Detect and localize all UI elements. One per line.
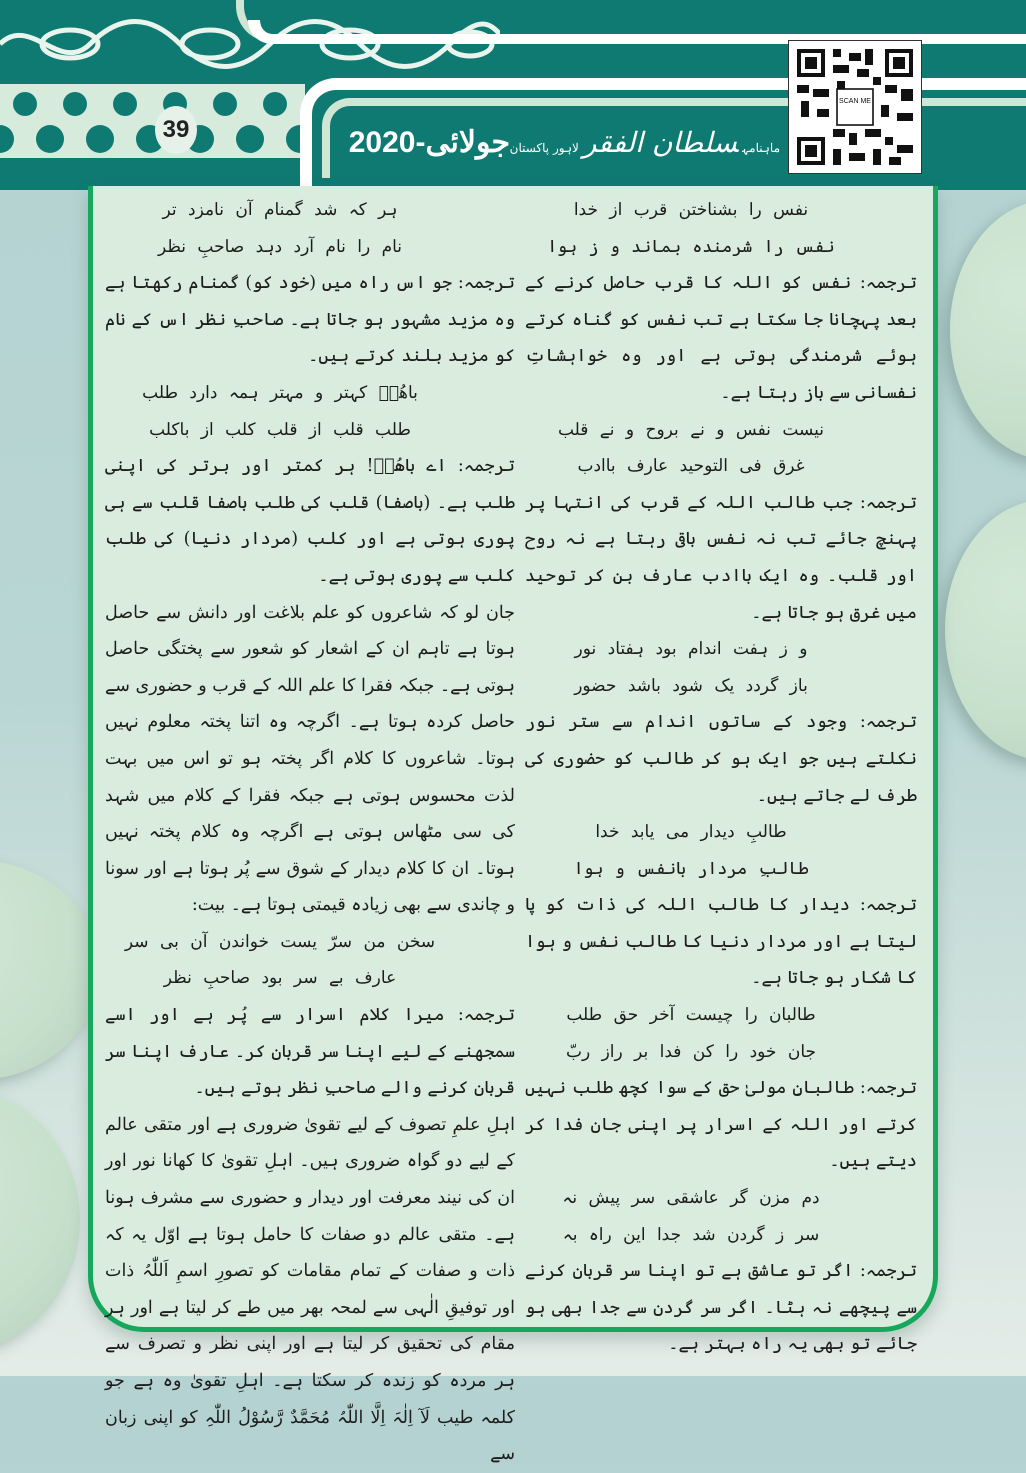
verse-line: ہر کہ شد گمنام آن نامزد تر xyxy=(162,200,398,220)
background-circle xyxy=(0,860,100,1080)
background-circle xyxy=(950,200,1026,460)
qr-code[interactable] xyxy=(788,40,922,174)
qr-code-icon xyxy=(789,41,921,173)
qr-label: SCAN ME xyxy=(839,98,871,105)
translation-paragraph: ترجمہ: اے باھُوؒ! ہر کمتر اور برتر کی اپنی طلب ہے۔ (باصفا) قلب کی طلب باصفا قلب سے ہی پوری ہوتی ہے اور کلب (مردار دنیا) کی طلب کلب سے پوری ہوتی ہے۔ xyxy=(105,456,515,586)
verse-line: جان خود را کن فدا بر راز ربّ xyxy=(565,1041,817,1062)
translation-paragraph: ترجمہ: جب طالب اللہ کے قرب کی انتہا پر پہنچ جائے تب نہ نفس باقی رہتا ہے نہ روح اور قلب۔ وہ ایک باادب عارف بن کر توحید میں غرق ہو جاتا ہے۔ xyxy=(525,492,917,623)
body-paragraph: اہلِ علمِ تصوف کے لیے تقویٰ ضروری ہے اور متقی عالم کے لیے دو گواہ ضروری ہیں۔ اہلِ تقویٰ کا کھانا نور اور ان کی نیند معرفت اور دیدار و حضوری سے مشرف ہونا ہے۔ متقی عالم دو صفات کا حامل ہوتا ہے اوّل یہ کہ ذات و صفات کے تمام مقامات کو تصورِ اسمِ اَللّٰہُ ذات اور توفیقِ الٰہی سے لمحہ بھر میں طے کر لیتا ہے اور ہر مقام کی تحقیق کر لیتا ہے اور اپنی نظر و تصرف سے ہر مردہ کو زندہ کر سکتا ہے۔ اہلِ تقویٰ وہ ہے جو کلمہ طیب لَآ اِلٰہَ اِلَّا اللّٰہُ مُحَمَّدٌ رَّسُوْلُ اللّٰہِ کو اپنی زبان سے xyxy=(105,1114,515,1465)
left-column xyxy=(105,186,515,1473)
translation-paragraph: ترجمہ: طالبانِ مولیٰ حق کے سوا کچھ طلب نہیں کرتے اور اللہ کے اسرار پر اپنی جان فدا کر دیتے ہیں۔ xyxy=(525,1078,917,1172)
translation-paragraph: ترجمہ: وجود کے ساتوں اندام سے ستر نور نکلتے ہیں جو ایک ہو کر طالب کو حضوری کی طرف لے جاتے ہیں۔ xyxy=(525,712,917,806)
verse-line: طالبِ دیدار می یابد خدا xyxy=(595,822,787,843)
verse-line: نیست نفس و نے بروح و نے قلب xyxy=(557,419,825,440)
verse-line: نفس را بشناختن قرب از خدا xyxy=(573,200,809,220)
article-panel xyxy=(88,186,938,1465)
issue-date: جولائی-2020 xyxy=(348,126,510,159)
magazine-suffix: لاہور پاکستان xyxy=(509,141,579,155)
translation-paragraph: ترجمہ: جو اس راہ میں (خود کو) گمنام رکھتا ہے وہ مزید مشہور ہو جاتا ہے۔ صاحبِ نظر اس کے نام کو مزید بلند کرتے ہیں۔ xyxy=(105,273,515,367)
verse-line: باز گردد یک شود باشد حضور xyxy=(574,675,808,696)
verse-line: سخن من سرّ یست خواندن آن بی سر xyxy=(124,931,436,952)
page-header xyxy=(0,0,1026,190)
background-circle xyxy=(945,500,1026,760)
verse-line: سر ز گردن شد جدا این راہ بہ xyxy=(562,1224,820,1245)
translation-paragraph: ترجمہ: اگر تو عاشق ہے تو اپنا سر قربان کرنے سے پیچھے نہ ہٹا۔ اگر سر گردن سے جدا بھی ہو جائے تو بھی یہ راہ بہتر ہے۔ xyxy=(525,1261,917,1355)
verse-line: غرق فی التوحید عارف باادب xyxy=(577,456,805,477)
right-column xyxy=(525,186,917,1363)
verse-line: عارف بے سر بود صاحبِ نظر xyxy=(163,968,397,989)
translation-paragraph: ترجمہ: دیدار کا طالب اللہ کی ذات کو پا لیتا ہے اور مردار دنیا کا طالب نفس و ہوا کا شکار ہو جاتا ہے۔ xyxy=(525,895,917,989)
verse-line: نفس را شرمندہ بماند و ز ہوا xyxy=(547,236,835,257)
verse-line: دم مزن گر عاشقی سر پیش نہ xyxy=(562,1188,820,1209)
verse-line: طالبِ مردار بانفس و ہوا xyxy=(573,858,809,879)
verse-line: نام را نام آرد دہد صاحبِ نظر xyxy=(157,236,403,257)
translation-paragraph: ترجمہ: میرا کلام اسرار سے پُر ہے اور اسے سمجھنے کے لیے اپنا سر قربان کر۔ عارف اپنا سر قربان کرنے والے صاحبِ نظر ہوتے ہیں۔ xyxy=(105,1005,515,1099)
background-circle xyxy=(0,1090,80,1350)
verse-line: طالبان را چیست آخر حق طلب xyxy=(566,1005,816,1026)
body-paragraph: جان لو کہ شاعروں کو علم بلاغت اور دانش سے حاصل ہوتا ہے تاہم ان کے اشعار کو شعور سے پختگی حاصل ہوتی ہے۔ جبکہ فقرا کا علم اللہ کے قرب و حضوری سے حاصل کردہ ہوتا ہے۔ اگرچہ وہ اتنا پختہ معلوم نہیں ہوتا۔ شاعروں کا کلام اگر پختہ ہو تو اس میں بہت لذت محسوس ہوتی ہے جبکہ فقرا کے کلام میں شہد کی سی مٹھاس ہوتی ہے اگرچہ وہ کلام پختہ نہیں ہوتا۔ ان کا کلام دیدار کے شوق سے پُر ہوتا ہے اور سونا و چاندی سے بھی زیادہ قیمتی ہوتا ہے۔ بیت: xyxy=(105,602,515,916)
verse-line: و ز ہفت اندام بود ہفتاد نور xyxy=(574,639,808,660)
magazine-title: سلطان الفقر xyxy=(582,126,739,159)
verse-line: باھُوؒ کہتر و مہتر ہمہ دارد طلب xyxy=(142,382,418,403)
translation-paragraph: ترجمہ: نفس کو اللہ کا قرب حاصل کرنے کے بعد پہچانا جا سکتا ہے تب نفس کو گناہ کرتے ہوئے شرمندگی ہوتی ہے اور وہ خواہشاتِ نفسانی سے باز رہتا ہے۔ xyxy=(525,273,917,403)
magazine-logo xyxy=(509,110,780,176)
magazine-prefix: ماہنامہ xyxy=(742,141,780,155)
verse-line: طلب قلب از قلب کلب از باکلب xyxy=(149,419,411,440)
lattice-ornament xyxy=(0,84,305,168)
page-number: 39 xyxy=(155,106,197,154)
